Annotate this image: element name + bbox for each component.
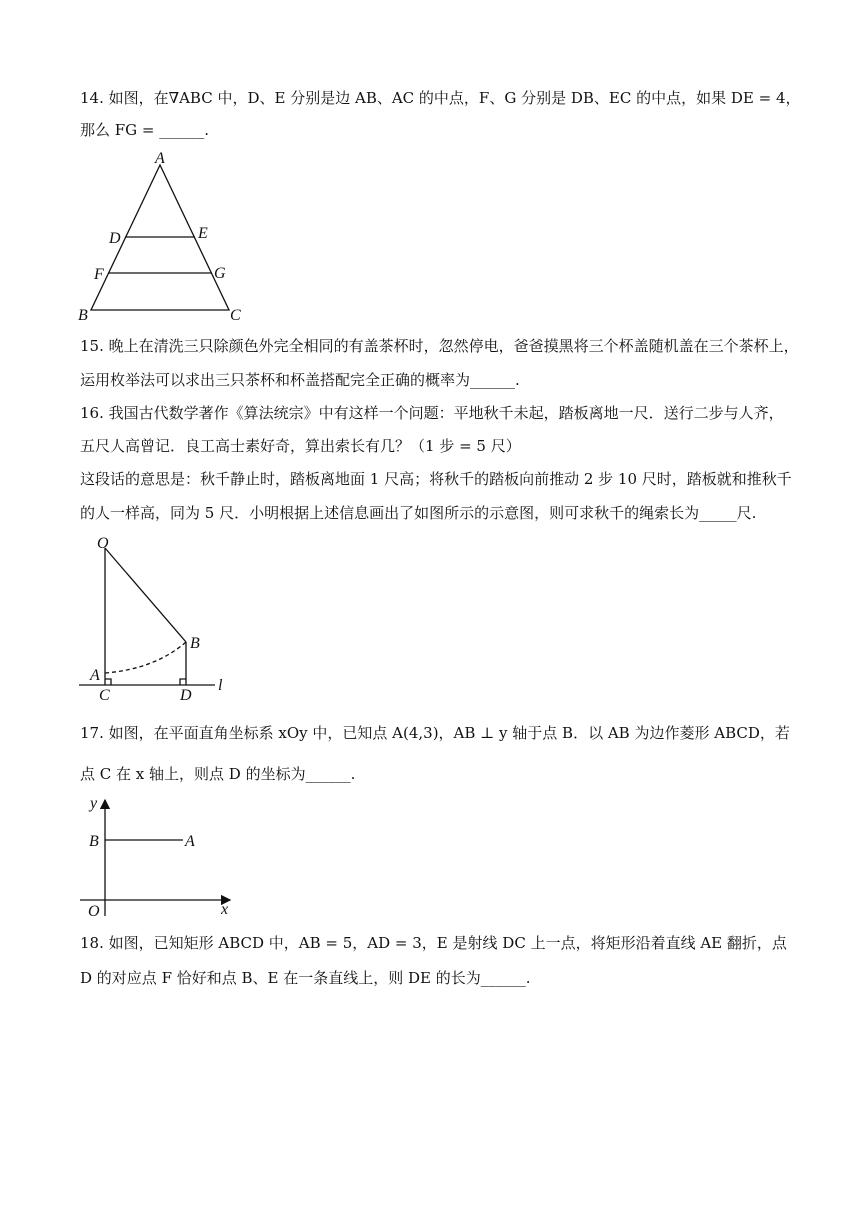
label-d: D — [180, 687, 192, 702]
label-o: O — [88, 903, 100, 920]
q15-line1: 15. 晚上在清洗三只除颜色外完全相同的有盖茶杯时，忽然停电，爸爸摸黑将三个杯盖随机盖在三个茶杯上， — [80, 337, 799, 355]
label-y: y — [90, 795, 98, 812]
right-angle-d — [180, 679, 186, 685]
label-d: D — [109, 230, 121, 247]
label-b: B — [78, 307, 88, 323]
label-c: C — [230, 307, 241, 323]
label-l: l — [218, 677, 223, 694]
q16-line1: 16. 我国古代数学著作《算法统宗》中有这样一个问题：平地秋千未起，踏板离地一尺．送行二步与人齐， — [80, 404, 784, 422]
label-a: A — [90, 667, 100, 684]
label-b: B — [89, 833, 99, 850]
q16-line3: 这段话的意思是：秋千静止时，踏板离地面 1 尺高；将秋千的踏板向前推动 2 步 10 尺时，踏板就和推秋千 — [80, 470, 792, 488]
q16-line2: 五尺人高曾记．良工高士素好奇，算出索长有几？（1 步 = 5 尺） — [80, 437, 521, 455]
q18-line2: D 的对应点 F 恰好和点 B、E 在一条直线上，则 DE 的长为______. — [80, 969, 531, 987]
label-x: x — [221, 901, 229, 918]
q17-line1: 17. 如图，在平面直角坐标系 xOy 中，已知点 A(4,3)，AB ⊥ y 轴于点 B．以 AB 为边作菱形 ABCD，若 — [80, 724, 790, 742]
q15-line2: 运用枚举法可以求出三只茶杯和杯盖搭配完全正确的概率为______. — [80, 371, 520, 389]
swing-figure — [75, 532, 235, 702]
q18-line1: 18. 如图，已知矩形 ABCD 中，AB = 5，AD = 3，E 是射线 DC 上一点，将矩形沿着直线 AE 翻折，点 — [80, 934, 787, 952]
label-c: C — [99, 687, 110, 702]
label-f: F — [94, 266, 104, 283]
rope-ob — [105, 548, 186, 642]
right-angle-c — [105, 679, 111, 685]
label-o: O — [97, 535, 109, 552]
q14-line1: 14. 如图，在∇ABC 中，D、E 分别是边 AB、AC 的中点，F、G 分别是 DB、EC 的中点，如果 DE = 4， — [80, 89, 801, 107]
q14-line2: 那么 FG = ______. — [80, 121, 210, 139]
triangle-figure — [75, 148, 245, 323]
q16-line4: 的人一样高，同为 5 尺．小明根据上述信息画出了如图所示的示意图，则可求秋千的绳索长为_____尺. — [80, 504, 757, 522]
label-g: G — [214, 265, 226, 282]
q17-line2: 点 C 在 x 轴上，则点 D 的坐标为______. — [80, 765, 356, 783]
label-a: A — [185, 833, 195, 850]
label-a: A — [155, 150, 165, 167]
coordinate-figure — [75, 792, 245, 922]
swing-arc — [105, 642, 186, 673]
label-b: B — [190, 635, 200, 652]
label-e: E — [198, 225, 208, 242]
